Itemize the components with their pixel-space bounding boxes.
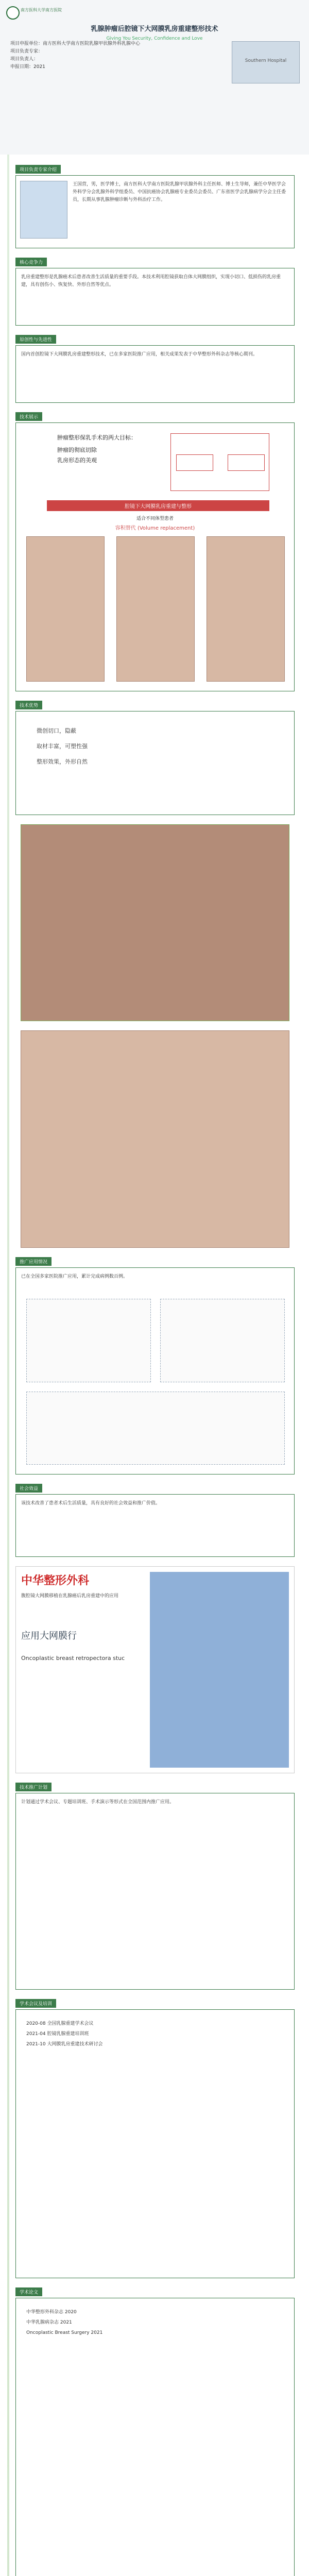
core-para: 乳房重建整形是乳腺癌术后患者改善生活质量的重要手段。本技术利用腔镜获取自体大网膜组织，实现小切口、低损伤的乳房重建，具有创伤小、恢复快、外形自然等优点。 bbox=[21, 275, 281, 287]
section-advantages bbox=[15, 711, 295, 815]
journal-subtitle: 腹腔镜大网膜移植在乳腺癌后乳房重建中的应用 bbox=[21, 1594, 119, 1599]
clinical-photo-large bbox=[21, 824, 289, 1021]
expert-para: 王国营，男，医学博士，南方医科大学南方医院乳腺甲状腺外科主任医师、博士生导师，兼任中华医学会外科学分会乳腺外科学组委员、中国抗癌协会乳腺癌专业委员会委员、广东省医学会乳腺病学分会主任委员，长期从事乳腺肿瘤诊断与外科治疗工作。 bbox=[73, 182, 286, 202]
section-social bbox=[15, 1494, 295, 1557]
section-tag-social: 社会效益 bbox=[15, 1484, 42, 1493]
advantage-2: 取材丰富，可塑性强 bbox=[37, 743, 88, 750]
section-tag-meetings: 学术会议及培训 bbox=[15, 1999, 56, 2008]
goals-callout bbox=[57, 433, 160, 464]
promotion-para: 已在全国多家医院推广应用，累计完成病例数百例。 bbox=[21, 1274, 128, 1279]
china-map-figure bbox=[26, 1392, 285, 1465]
section-meetings bbox=[15, 2009, 295, 2278]
meeting-item: 2021-10 大网膜乳房重建技术研讨会 bbox=[26, 2042, 103, 2047]
section-tag-promotion: 推广应用情况 bbox=[15, 1257, 52, 1266]
section-tag-plan: 技术推广计划 bbox=[15, 1783, 52, 1791]
clinical-photo bbox=[26, 536, 105, 682]
section-tag-expert: 项目负责专家介绍 bbox=[15, 165, 61, 174]
goal-2: 乳房形态的美观 bbox=[57, 457, 97, 464]
diagram-box bbox=[228, 454, 265, 471]
journal-section: 应用大网膜行 bbox=[21, 1631, 77, 1641]
goals-diagram bbox=[170, 433, 269, 491]
info-line: 申报日期：2021 bbox=[10, 64, 45, 70]
bar-chart-figure bbox=[26, 1299, 151, 1382]
goal-1: 肿瘤的彻底切除 bbox=[57, 447, 97, 453]
conference-photo bbox=[150, 1572, 289, 1768]
section-plan bbox=[15, 1793, 295, 1990]
section-tag-advantages: 技术优势 bbox=[15, 701, 42, 709]
hospital-logo-icon bbox=[6, 6, 20, 20]
paper-item: Oncoplastic Breast Surgery 2021 bbox=[26, 2330, 103, 2335]
technique-sub: 适合不同体型患者 bbox=[136, 516, 174, 521]
section-tag-papers: 学术论文 bbox=[15, 2287, 42, 2296]
paper-item: 中华整形外科杂志 2020 bbox=[26, 2310, 77, 2315]
info-line: 项目负责人： bbox=[10, 57, 39, 62]
paper-item: 中华乳腺病杂志 2021 bbox=[26, 2320, 72, 2325]
section-tag-originality: 原创性与先进性 bbox=[15, 335, 56, 344]
info-line: 项目申报单位：南方医科大学南方医院乳腺甲状腺外科乳腺中心 bbox=[10, 41, 141, 46]
clinical-photo bbox=[207, 536, 285, 682]
info-line: 项目负责专家： bbox=[10, 49, 43, 54]
advantage-1: 微创切口，隐蔽 bbox=[37, 727, 76, 734]
journal-figure bbox=[15, 1566, 295, 1773]
section-tag-technique: 技术展示 bbox=[15, 412, 42, 421]
section-originality bbox=[15, 345, 295, 403]
originality-para: 国内首创腔镜下大网膜乳房重建整形技术，已在多家医院推广应用，相关成果发表于中华整形外科杂志等核心期刊。 bbox=[21, 352, 258, 357]
section-core bbox=[15, 268, 295, 326]
hospital-photo-label: Southern Hospital bbox=[245, 58, 287, 63]
hospital-photo bbox=[232, 41, 300, 83]
left-accent-bar bbox=[7, 155, 9, 2576]
advantage-3: 整形效果，外形自然 bbox=[37, 758, 88, 765]
technique-sub2: 容积替代 (Volume replacement) bbox=[115, 526, 195, 531]
section-promotion bbox=[15, 1267, 295, 1475]
meeting-item: 2020-08 全国乳腺重建学术会议 bbox=[26, 2021, 94, 2026]
diagram-box bbox=[176, 454, 213, 471]
plan-para: 计划通过学术会议、专题培训班、手术演示等形式在全国范围内推广应用。 bbox=[21, 1800, 175, 1805]
journal-title: 中华整形外科 bbox=[21, 1574, 90, 1587]
section-papers bbox=[15, 2298, 295, 2576]
technique-banner: 腔镜下大网膜乳房重建与整形 bbox=[47, 500, 269, 511]
meeting-item: 2021-04 腔镜乳腺重建培训班 bbox=[26, 2031, 89, 2037]
section-technique bbox=[15, 422, 295, 691]
goals-title: 肿瘤整形保乳手术的两大目标： bbox=[57, 434, 136, 441]
social-para: 该技术改善了患者术后生活质量，具有良好的社会效益和推广价值。 bbox=[21, 1501, 161, 1506]
expert-photo bbox=[20, 181, 67, 239]
section-expert bbox=[15, 175, 295, 248]
journal-en-title: Oncoplastic breast retropectora stuc bbox=[21, 1655, 125, 1662]
pie-chart-figure bbox=[160, 1299, 285, 1382]
clinical-photo-large bbox=[21, 1030, 289, 1248]
clinical-photo bbox=[116, 536, 195, 682]
logo-text: 南方医科大学南方医院 bbox=[21, 8, 62, 12]
header-tagline: Giving You Security, Confidence and Love bbox=[106, 36, 203, 41]
page-title: 乳腺肿瘤后腔镜下大网膜乳房重建整形技术 bbox=[91, 25, 218, 33]
section-tag-core: 核心竞争力 bbox=[15, 258, 47, 266]
